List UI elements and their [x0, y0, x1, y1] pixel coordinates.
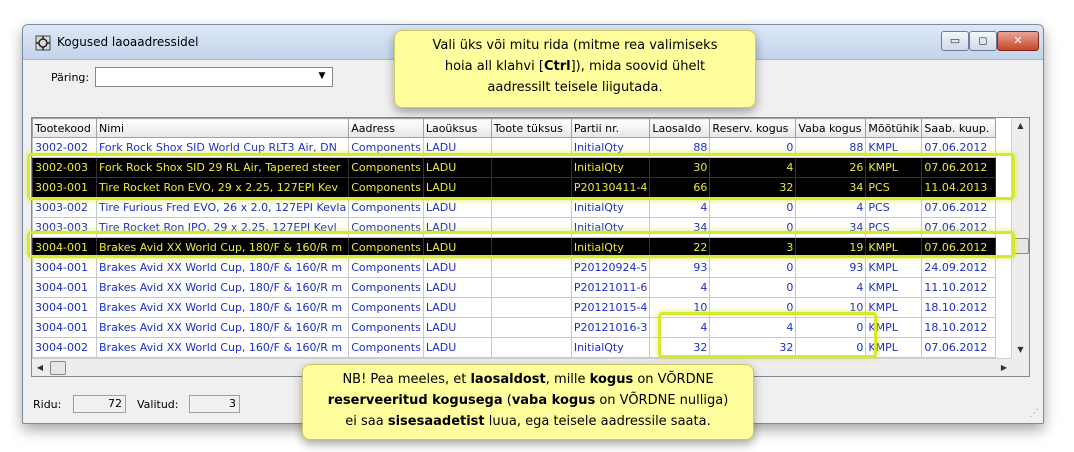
cell-sub — [491, 278, 571, 298]
rows-count-label: Ridu: — [33, 398, 62, 411]
cell-free: 4 — [796, 198, 866, 218]
cell-name: Tire Furious Fred EVO, 26 x 2.0, 127EPI Kevla — [97, 198, 349, 218]
cell-reserved: 4 — [710, 318, 796, 338]
cell-uom: PCS — [866, 218, 922, 238]
selection-highlight-1 — [27, 153, 1015, 200]
cell-name: Brakes Avid XX World Cup, 180/F & 160/R m — [97, 258, 349, 278]
cell-sub — [491, 258, 571, 278]
column-header[interactable]: Laosaldo — [650, 119, 710, 138]
cell-unit: LADU — [423, 158, 491, 178]
cell-unit: LADU — [423, 258, 491, 278]
cell-reserved: 0 — [710, 278, 796, 298]
cell-date: 18.10.2012 — [922, 298, 996, 318]
cell-unit: LADU — [423, 238, 491, 258]
cell-unit: LADU — [423, 178, 491, 198]
table-row[interactable] — [33, 278, 996, 298]
cell-code: 3003-001 — [33, 178, 97, 198]
cell-uom: KMPL — [866, 278, 922, 298]
cell-code: 3004-001 — [33, 318, 97, 338]
cell-lot: InitialQty — [571, 198, 650, 218]
cell-date: 11.10.2012 — [922, 278, 996, 298]
column-header[interactable]: Nimi — [97, 119, 349, 138]
cell-stock: 88 — [650, 138, 710, 158]
cell-lot: P20120924-5 — [571, 258, 650, 278]
app-icon — [35, 35, 51, 51]
cell-unit: LADU — [423, 278, 491, 298]
scroll-right-icon[interactable]: ▶ — [1000, 363, 1008, 372]
cell-free: 34 — [796, 218, 866, 238]
cell-free: 4 — [796, 278, 866, 298]
scroll-down-icon[interactable]: ▼ — [1017, 345, 1024, 354]
cell-code: 3002-003 — [33, 158, 97, 178]
cell-name: Brakes Avid XX World Cup, 180/F & 160/R m — [97, 318, 349, 338]
cell-date: 07.06.2012 — [922, 238, 996, 258]
cell-name: Brakes Avid XX World Cup, 180/F & 160/R m — [97, 298, 349, 318]
cell-date: 11.04.2013 — [922, 178, 996, 198]
cell-uom: KMPL — [866, 238, 922, 258]
cell-free: 0 — [796, 318, 866, 338]
cell-sub — [491, 198, 571, 218]
cell-date: 07.06.2012 — [922, 138, 996, 158]
cell-address: Components — [349, 258, 424, 278]
cell-reserved: 32 — [710, 338, 796, 358]
cell-uom: KMPL — [866, 158, 922, 178]
cell-reserved: 32 — [710, 178, 796, 198]
cell-uom: KMPL — [866, 298, 922, 318]
cell-reserved: 0 — [710, 258, 796, 278]
close-button[interactable]: ✕ — [997, 31, 1039, 51]
cell-name: Fork Rock Shox SID 29 RL Air, Tapered steer — [97, 158, 349, 178]
cell-lot: InitialQty — [571, 338, 650, 358]
cell-uom: PCS — [866, 178, 922, 198]
cell-lot: P20130411-4 — [571, 178, 650, 198]
cell-unit: LADU — [423, 198, 491, 218]
cell-stock: 34 — [650, 218, 710, 238]
column-header[interactable]: Tootekood — [33, 119, 97, 138]
cell-stock: 93 — [650, 258, 710, 278]
horizontal-scroll-thumb[interactable] — [50, 361, 66, 375]
cell-address: Components — [349, 338, 424, 358]
cell-uom: KMPL — [866, 338, 922, 358]
scroll-up-icon[interactable]: ▲ — [1017, 121, 1024, 130]
cell-free: 0 — [796, 338, 866, 358]
column-header[interactable]: Laoüksus — [423, 119, 491, 138]
vertical-scroll-thumb[interactable] — [1013, 238, 1029, 254]
cell-address: Components — [349, 218, 424, 238]
cell-date: 07.06.2012 — [922, 338, 996, 358]
maximize-button[interactable]: ◻ — [969, 31, 997, 51]
minimize-button[interactable]: ▭ — [941, 31, 969, 51]
cell-uom: PCS — [866, 198, 922, 218]
column-header[interactable]: Aadress — [349, 119, 424, 138]
cell-uom: KMPL — [866, 138, 922, 158]
cell-code: 3004-001 — [33, 298, 97, 318]
cell-unit: LADU — [423, 318, 491, 338]
cell-code: 3004-001 — [33, 258, 97, 278]
column-header[interactable]: Partii nr. — [571, 119, 650, 138]
cell-sub — [491, 338, 571, 358]
rows-count-value: 72 — [73, 395, 126, 413]
column-header[interactable]: Toote tüksus — [491, 119, 571, 138]
cell-lot: InitialQty — [571, 218, 650, 238]
cell-reserved: 3 — [710, 238, 796, 258]
cell-address: Components — [349, 198, 424, 218]
cell-name: Brakes Avid XX World Cup, 160/F & 160/R m — [97, 338, 349, 358]
selected-count-label: Valitud: — [137, 398, 179, 411]
cell-code: 3004-001 — [33, 238, 97, 258]
cell-code: 3004-002 — [33, 338, 97, 358]
selected-count-value: 3 — [189, 395, 240, 413]
cell-name: Tire Rocket Ron IPO, 29 x 2.25, 127EPI Kevl — [97, 218, 349, 238]
scroll-left-icon[interactable]: ◀ — [36, 363, 44, 372]
cell-free: 10 — [796, 298, 866, 318]
cell-code: 3003-002 — [33, 198, 97, 218]
cell-date: 07.06.2012 — [922, 158, 996, 178]
cell-address: Components — [349, 298, 424, 318]
cell-address: Components — [349, 178, 424, 198]
column-header[interactable]: Mõõtühik — [866, 119, 922, 138]
cell-reserved: 0 — [710, 138, 796, 158]
cell-code: 3003-003 — [33, 218, 97, 238]
callout-top-line-2: hoia all klahvi [Ctrl]), mida soovid ühelt — [444, 59, 706, 74]
cell-stock: 4 — [650, 198, 710, 218]
cell-unit: LADU — [423, 218, 491, 238]
cell-unit: LADU — [423, 138, 491, 158]
cell-name: Brakes Avid XX World Cup, 180/F & 160/R m — [97, 278, 349, 298]
cell-lot: P20121015-4 — [571, 298, 650, 318]
callout-top-line-3: aadressilt teisele liigutada. — [487, 80, 663, 95]
cell-reserved: 4 — [710, 158, 796, 178]
cell-reserved: 0 — [710, 218, 796, 238]
query-label: Päring: — [51, 71, 90, 84]
table-row[interactable] — [33, 258, 996, 278]
cell-lot: InitialQty — [571, 238, 650, 258]
cell-free: 19 — [796, 238, 866, 258]
cell-uom: KMPL — [866, 318, 922, 338]
cell-lot: P20121011-6 — [571, 278, 650, 298]
callout-selection-tip — [394, 30, 756, 108]
reserved-highlight — [658, 312, 877, 358]
cell-lot: InitialQty — [571, 158, 650, 178]
cell-stock: 30 — [650, 158, 710, 178]
cell-free: 93 — [796, 258, 866, 278]
cell-stock: 4 — [650, 318, 710, 338]
window-title: Kogused laoaadressidel — [57, 35, 199, 49]
cell-free: 26 — [796, 158, 866, 178]
callout-bottom-line-2: reserveeritud kogusega (vaba kogus on VÕRDNE nulliga) — [327, 393, 729, 408]
cell-unit: LADU — [423, 338, 491, 358]
cell-uom: KMPL — [866, 258, 922, 278]
cell-stock: 66 — [650, 178, 710, 198]
cell-name: Brakes Avid XX World Cup, 180/F & 160/R m — [97, 238, 349, 258]
cell-sub — [491, 298, 571, 318]
callout-warning-note — [302, 364, 754, 440]
cell-reserved: 0 — [710, 198, 796, 218]
cell-free: 34 — [796, 178, 866, 198]
cell-date: 07.06.2012 — [922, 218, 996, 238]
resize-grip-icon[interactable]: ⋰ — [1029, 408, 1039, 419]
cell-date: 07.06.2012 — [922, 198, 996, 218]
table-header — [33, 119, 996, 138]
cell-lot: P20121016-3 — [571, 318, 650, 338]
cell-address: Components — [349, 318, 424, 338]
cell-address: Components — [349, 278, 424, 298]
cell-sub — [491, 318, 571, 338]
chevron-down-icon[interactable]: ▼ — [318, 71, 326, 81]
cell-code: 3004-001 — [33, 278, 97, 298]
callout-bottom-line-1: NB! Pea meeles, et laosaldost, mille kogus on VÕRDNE — [342, 372, 714, 387]
cell-name: Tire Rocket Ron EVO, 29 x 2.25, 127EPI Kev — [97, 178, 349, 198]
cell-reserved: 0 — [710, 298, 796, 318]
cell-code: 3002-002 — [33, 138, 97, 158]
column-header[interactable]: Vaba kogus — [796, 119, 866, 138]
cell-date: 24.09.2012 — [922, 258, 996, 278]
cell-unit: LADU — [423, 298, 491, 318]
table-row[interactable] — [33, 198, 996, 218]
cell-address: Components — [349, 158, 424, 178]
cell-date: 18.10.2012 — [922, 318, 996, 338]
cell-address: Components — [349, 238, 424, 258]
callout-top-line-1: Vali üks või mitu rida (mitme rea valimiseks — [432, 38, 718, 53]
query-dropdown[interactable] — [95, 67, 333, 87]
cell-stock: 10 — [650, 298, 710, 318]
cell-address: Components — [349, 138, 424, 158]
cell-stock: 22 — [650, 238, 710, 258]
cell-free: 88 — [796, 138, 866, 158]
cell-stock: 4 — [650, 278, 710, 298]
callout-bottom-line-3: ei saa sisesaadetist luua, ega teisele aadressile saata. — [345, 414, 711, 429]
selection-highlight-2 — [27, 231, 1015, 258]
cell-name: Fork Rock Shox SID World Cup RLT3 Air, DN — [97, 138, 349, 158]
column-header[interactable]: Reserv. kogus — [710, 119, 796, 138]
column-header[interactable]: Saab. kuup. — [922, 119, 996, 138]
cell-stock: 32 — [650, 338, 710, 358]
cell-lot: InitialQty — [571, 138, 650, 158]
